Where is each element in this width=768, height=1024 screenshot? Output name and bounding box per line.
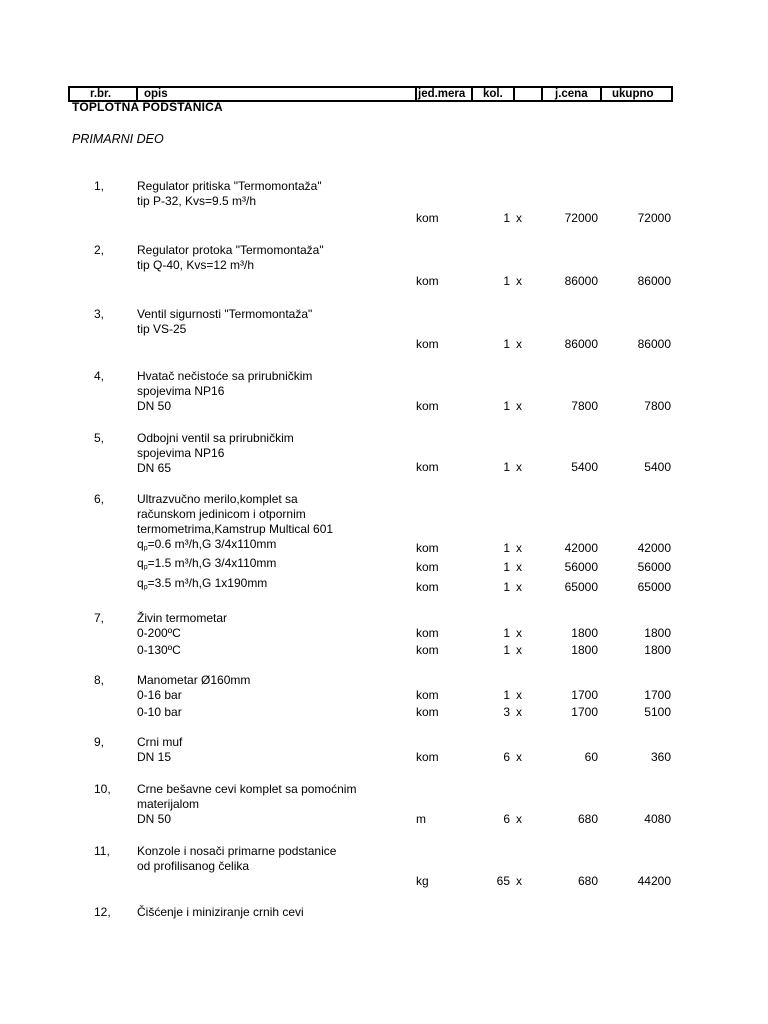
unit-cell: m xyxy=(416,812,426,826)
item-description: materijalom xyxy=(137,797,200,811)
multiply-sign: x xyxy=(516,626,522,640)
flow-subscript: p xyxy=(143,584,148,591)
header-jcena: j.cena xyxy=(541,88,600,100)
quantity-cell: 1 xyxy=(503,274,510,288)
total-cell: 5400 xyxy=(644,460,671,474)
item-variant: 0-16 bar xyxy=(137,688,182,702)
multiply-sign: x xyxy=(516,643,522,657)
unit-cell: kom xyxy=(416,399,439,413)
multiply-sign: x xyxy=(516,750,522,764)
quantity-cell: 6 xyxy=(503,750,510,764)
quantity-cell: 1 xyxy=(503,460,510,474)
header-opis: opis xyxy=(136,88,415,100)
quantity-cell: 6 xyxy=(503,812,510,826)
item-variant: 0-130ºC xyxy=(137,643,181,657)
total-cell: 1800 xyxy=(644,626,671,640)
total-cell: 7800 xyxy=(644,399,671,413)
item-number: 9, xyxy=(94,735,105,749)
item-description: Hvatač nečistoće sa prirubničkim xyxy=(137,369,313,383)
unit-price-cell: 1800 xyxy=(571,626,598,640)
quantity-cell: 1 xyxy=(503,399,510,413)
quantity-cell: 1 xyxy=(503,626,510,640)
flow-symbol: q xyxy=(137,576,144,590)
total-cell: 44200 xyxy=(637,874,671,888)
item-description: Čišćenje i miniziranje crnih cevi xyxy=(137,905,304,919)
item-number: 11, xyxy=(94,844,110,858)
quantity-cell: 65 xyxy=(496,874,510,888)
flow-rate-variant xyxy=(137,556,276,575)
flow-spec: =0.6 m³/h,G 3/4x110mm xyxy=(147,537,277,551)
unit-cell: kom xyxy=(416,211,439,225)
header-rbr: r.br. xyxy=(90,88,112,100)
item-description: Ultrazvučno merilo,komplet sa xyxy=(137,492,298,506)
flow-rate-variant xyxy=(137,537,276,556)
total-cell: 65000 xyxy=(637,580,671,594)
header-blank xyxy=(513,88,541,100)
multiply-sign: x xyxy=(516,560,522,574)
total-cell: 5100 xyxy=(644,705,671,719)
flow-subscript: p xyxy=(143,545,148,552)
unit-price-cell: 86000 xyxy=(564,337,598,351)
unit-price-cell: 42000 xyxy=(564,541,598,555)
quantity-cell: 1 xyxy=(503,688,510,702)
unit-price-cell: 1800 xyxy=(571,643,598,657)
unit-price-cell: 60 xyxy=(584,750,598,764)
item-description: tip VS-25 xyxy=(137,322,187,336)
unit-cell: kom xyxy=(416,541,439,555)
unit-price-cell: 86000 xyxy=(564,274,598,288)
unit-cell: kom xyxy=(416,580,439,594)
total-cell: 42000 xyxy=(637,541,671,555)
unit-price-cell: 7800 xyxy=(571,399,598,413)
total-cell: 86000 xyxy=(637,337,671,351)
flow-rate-variant xyxy=(137,576,267,595)
quantity-cell: 1 xyxy=(503,337,510,351)
unit-price-cell: 680 xyxy=(577,812,598,826)
item-description: DN 65 xyxy=(137,461,172,475)
item-description: Manometar Ø160mm xyxy=(137,673,251,687)
total-cell: 4080 xyxy=(644,812,671,826)
multiply-sign: x xyxy=(516,812,522,826)
unit-cell: kom xyxy=(416,337,439,351)
unit-cell: kom xyxy=(416,643,439,657)
quantity-cell: 1 xyxy=(503,560,510,574)
total-cell: 56000 xyxy=(637,560,671,574)
item-variant: 0-10 bar xyxy=(137,705,182,719)
item-description: Konzole i nosači primarne podstanice xyxy=(137,844,337,858)
item-description: DN 50 xyxy=(137,399,172,413)
header-ukupno: ukupno xyxy=(600,88,671,100)
unit-cell: kom xyxy=(416,560,439,574)
multiply-sign: x xyxy=(516,874,522,888)
item-number: 12, xyxy=(94,905,111,919)
unit-price-cell: 1700 xyxy=(571,688,598,702)
total-cell: 360 xyxy=(650,750,671,764)
item-description: Živin termometar xyxy=(137,611,228,625)
item-description: Regulator pritiska "Termomontaža" xyxy=(137,179,322,193)
item-number: 2, xyxy=(94,243,105,257)
flow-subscript: p xyxy=(143,564,148,571)
item-number: 6, xyxy=(94,492,105,506)
item-number: 7, xyxy=(94,611,105,625)
total-cell: 72000 xyxy=(637,211,671,225)
multiply-sign: x xyxy=(516,211,522,225)
section-heading: PRIMARNI DEO xyxy=(72,132,164,146)
item-description: DN 15 xyxy=(137,750,172,764)
item-description: spojevima NP16 xyxy=(137,446,225,460)
multiply-sign: x xyxy=(516,337,522,351)
flow-spec: =3.5 m³/h,G 1x190mm xyxy=(147,576,268,590)
item-description: Odbojni ventil sa prirubničkim xyxy=(137,431,294,445)
item-description: tip Q-40, Kvs=12 m³/h xyxy=(137,258,255,272)
multiply-sign: x xyxy=(516,541,522,555)
quantity-cell: 1 xyxy=(503,643,510,657)
item-description: Regulator protoka "Termomontaža" xyxy=(137,243,324,257)
unit-price-cell: 1700 xyxy=(571,705,598,719)
item-description: računskom jedinicom i otpornim xyxy=(137,507,306,521)
quantity-cell: 1 xyxy=(503,580,510,594)
multiply-sign: x xyxy=(516,399,522,413)
quantity-cell: 3 xyxy=(503,705,510,719)
multiply-sign: x xyxy=(516,460,522,474)
unit-cell: kg xyxy=(416,874,429,888)
item-number: 10, xyxy=(94,782,111,796)
unit-cell: kom xyxy=(416,688,439,702)
item-description: spojevima NP16 xyxy=(137,384,225,398)
item-description: od profilisanog čelika xyxy=(137,859,250,873)
flow-symbol: q xyxy=(137,537,144,551)
item-number: 1, xyxy=(94,179,105,193)
document-title: TOPLOTNA PODSTANICA xyxy=(72,100,223,111)
multiply-sign: x xyxy=(516,705,522,719)
item-description: termometrima,Kamstrup Multical 601 xyxy=(137,522,334,536)
flow-symbol: q xyxy=(137,556,144,570)
item-number: 5, xyxy=(94,431,105,445)
total-cell: 86000 xyxy=(637,274,671,288)
unit-price-cell: 65000 xyxy=(564,580,598,594)
unit-cell: kom xyxy=(416,705,439,719)
multiply-sign: x xyxy=(516,274,522,288)
header-kol: kol. xyxy=(471,88,513,100)
multiply-sign: x xyxy=(516,688,522,702)
item-variant: 0-200ºC xyxy=(137,626,181,640)
total-cell: 1800 xyxy=(644,643,671,657)
item-description: DN 50 xyxy=(137,812,172,826)
quantity-cell: 1 xyxy=(503,541,510,555)
item-number: 4, xyxy=(94,369,105,383)
unit-price-cell: 680 xyxy=(577,874,598,888)
quantity-cell: 1 xyxy=(503,211,510,225)
unit-price-cell: 5400 xyxy=(571,460,598,474)
item-description: tip P-32, Kvs=9.5 m³/h xyxy=(137,194,257,208)
multiply-sign: x xyxy=(516,580,522,594)
flow-spec: =1.5 m³/h,G 3/4x110mm xyxy=(147,556,277,570)
unit-cell: kom xyxy=(416,460,439,474)
item-description: Crni muf xyxy=(137,735,183,749)
unit-cell: kom xyxy=(416,750,439,764)
header-jed-mera: jed.mera xyxy=(415,88,471,100)
item-number: 3, xyxy=(94,307,105,321)
item-number: 8, xyxy=(94,673,105,687)
total-cell: 1700 xyxy=(644,688,671,702)
unit-cell: kom xyxy=(416,626,439,640)
unit-price-cell: 72000 xyxy=(564,211,598,225)
item-description: Ventil sigurnosti "Termomontaža" xyxy=(137,307,313,321)
item-description: Crne bešavne cevi komplet sa pomoćnim xyxy=(137,782,357,796)
unit-cell: kom xyxy=(416,274,439,288)
unit-price-cell: 56000 xyxy=(564,560,598,574)
